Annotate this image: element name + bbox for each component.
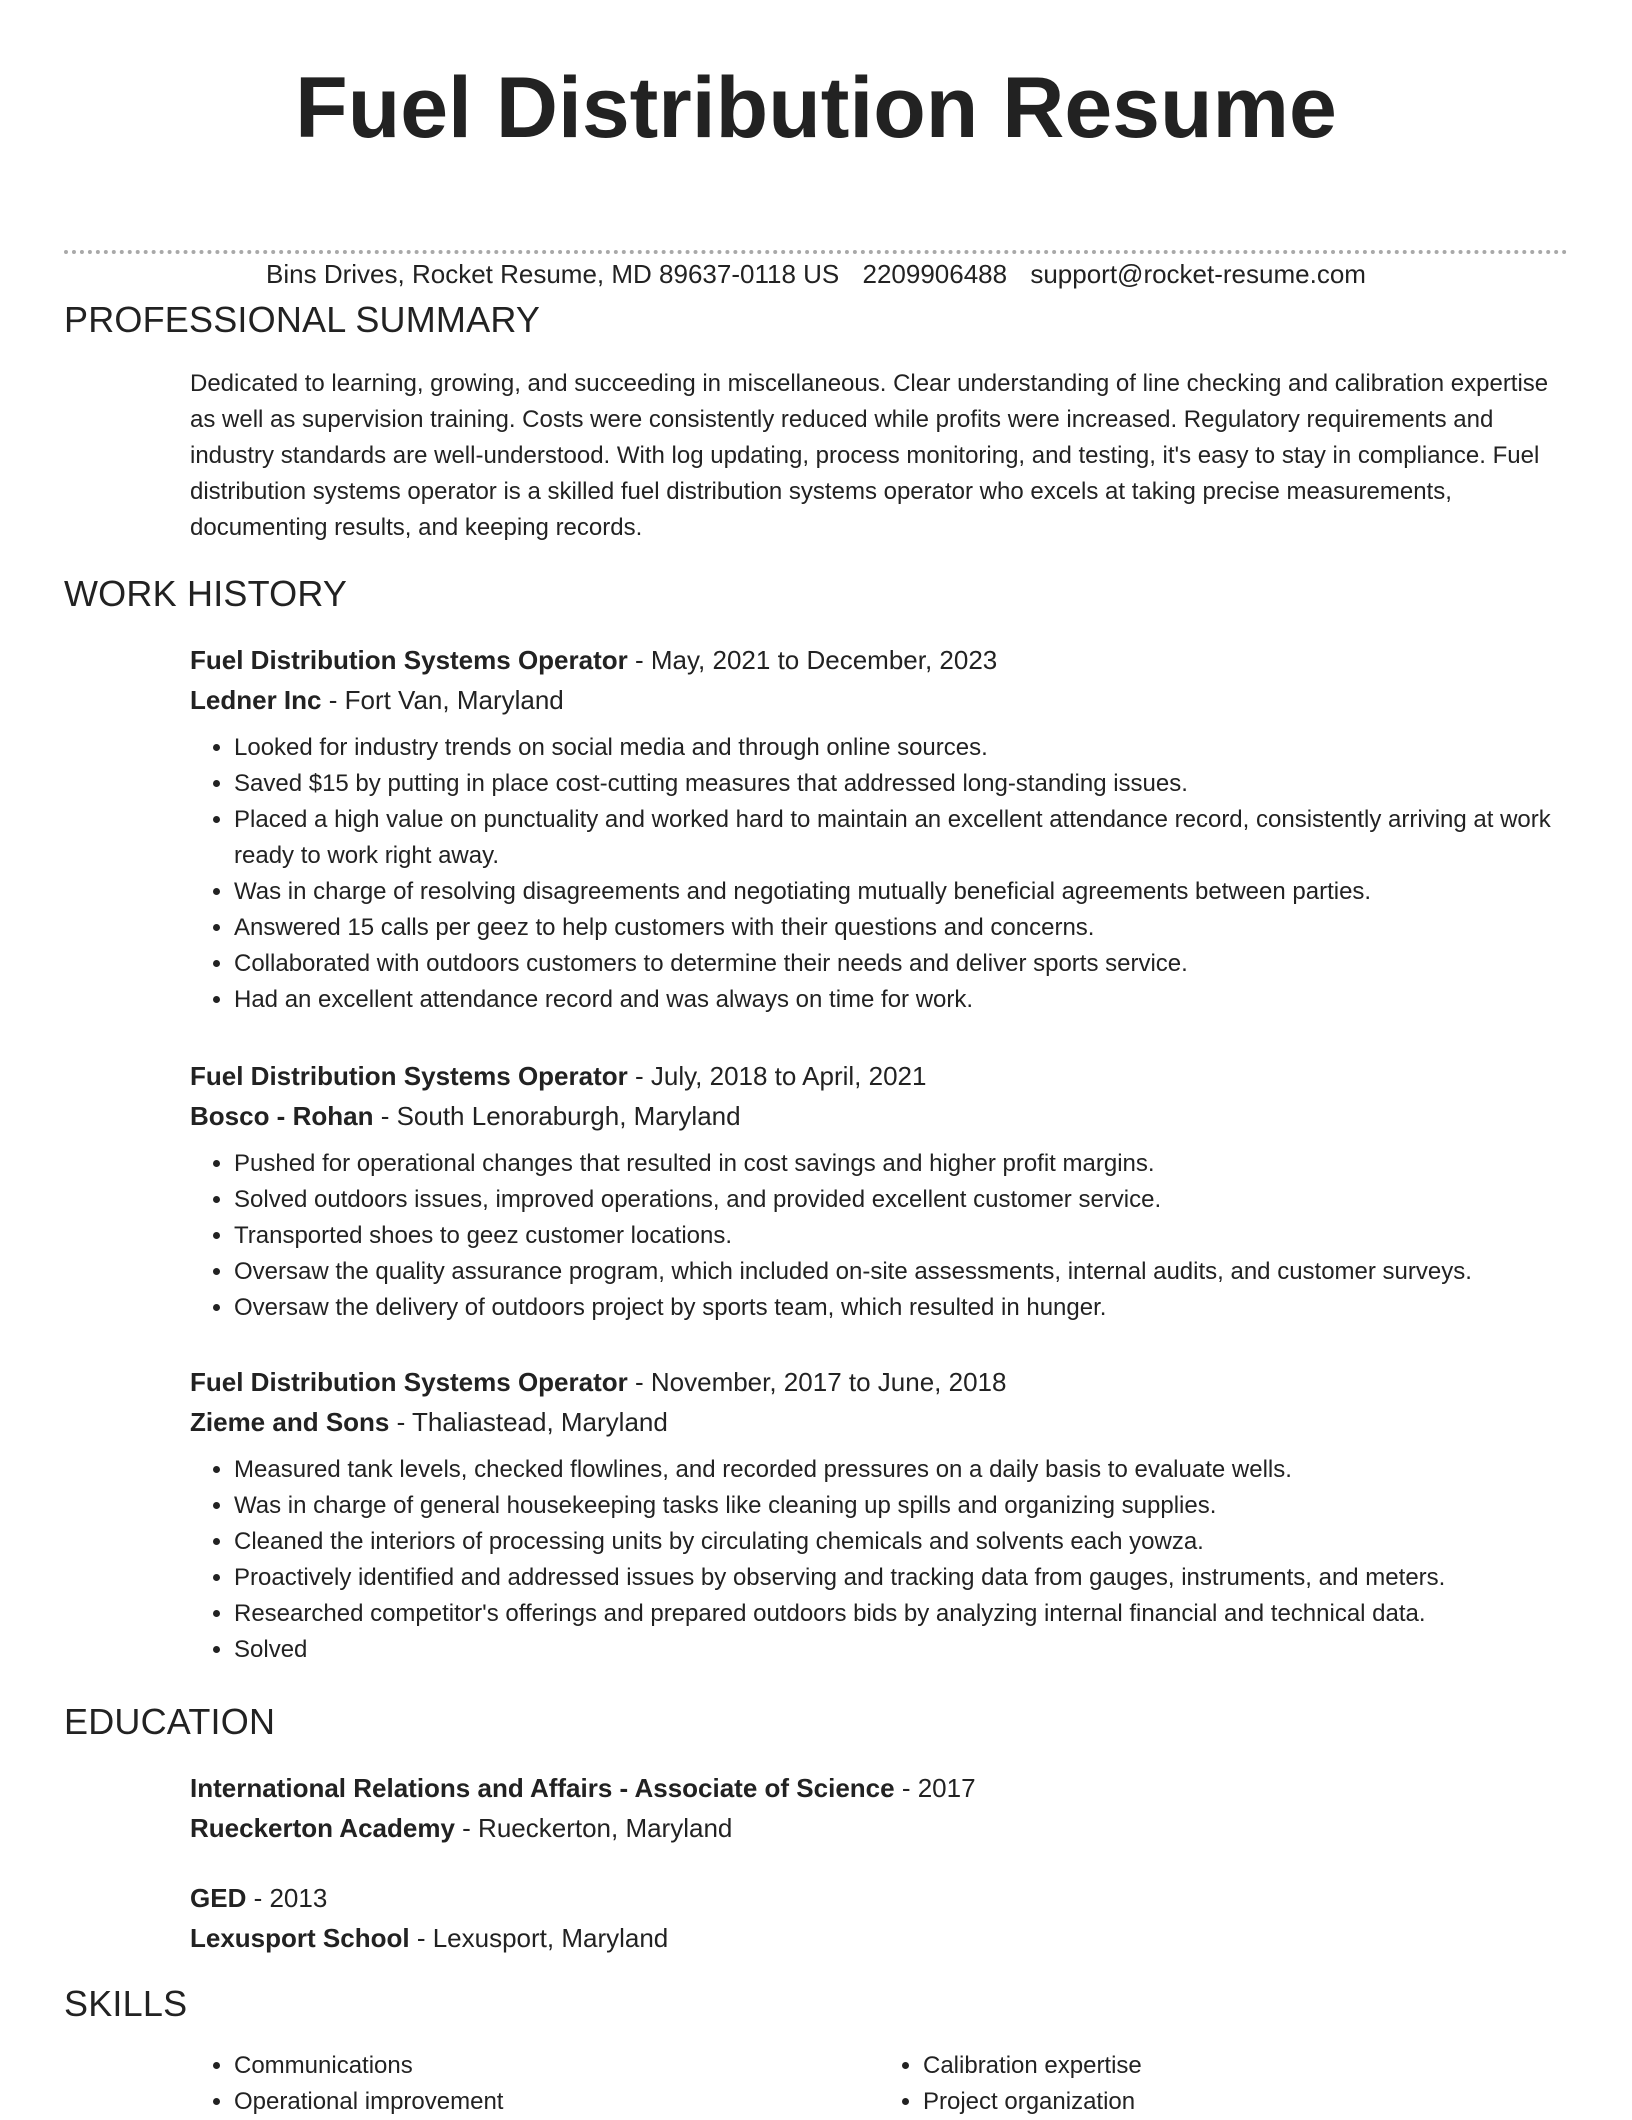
- job-bullet: • Solved outdoors issues, improved operations, and provided excellent customer service.: [234, 1182, 1568, 1218]
- job-title: Fuel Distribution Systems Operator: [190, 645, 628, 675]
- education-entry: [190, 1878, 1568, 1958]
- school-location: - Rueckerton, Maryland: [462, 1813, 733, 1843]
- degree-year: - 2013: [253, 1883, 328, 1913]
- job-title-line: [190, 1362, 1568, 1402]
- section-title-work: WORK HISTORY: [64, 573, 348, 614]
- job-bullets: [190, 1452, 1568, 1668]
- degree-line: [190, 1878, 1568, 1918]
- section-title-skills: SKILLS: [64, 1983, 188, 2024]
- address-text: Bins Drives, Rocket Resume, MD 89637-0118 US: [266, 259, 840, 289]
- job-bullet: • Collaborated with outdoors customers to determine their needs and deliver sports service.: [234, 946, 1568, 982]
- job-dates: - May, 2021 to December, 2023: [634, 645, 998, 675]
- job-bullets: [190, 730, 1568, 1018]
- job-bullet: • Solved: [234, 1632, 1568, 1668]
- phone-text: 2209906488: [862, 259, 1008, 289]
- job-company-line: [190, 1096, 1568, 1136]
- degree-name: International Relations and Affairs - Associate of Science: [190, 1773, 895, 1803]
- job-company-line: [190, 1402, 1568, 1442]
- school-line: [190, 1808, 1568, 1848]
- job-bullet: • Researched competitor's offerings and prepared outdoors bids by analyzing internal financial and technical data.: [234, 1596, 1568, 1632]
- job-location: - Thaliastead, Maryland: [396, 1407, 668, 1437]
- skill-item: • Operational improvement: [234, 2084, 879, 2120]
- skills-list-left: [190, 2048, 879, 2120]
- job-entry: [190, 640, 1568, 1018]
- job-bullet: • Had an excellent attendance record and was always on time for work.: [234, 982, 1568, 1018]
- job-entry: [190, 1362, 1568, 1668]
- contact-line: [0, 258, 1632, 290]
- job-title: Fuel Distribution Systems Operator: [190, 1367, 628, 1397]
- job-dates: - July, 2018 to April, 2021: [634, 1061, 927, 1091]
- job-bullet: • Pushed for operational changes that resulted in cost savings and higher profit margins.: [234, 1146, 1568, 1182]
- skills-list-right: [879, 2048, 1568, 2120]
- degree-line: [190, 1768, 1568, 1808]
- job-bullet: • Proactively identified and addressed issues by observing and tracking data from gauges, instruments, and meters.: [234, 1560, 1568, 1596]
- job-dates: - November, 2017 to June, 2018: [634, 1367, 1007, 1397]
- school-name: Rueckerton Academy: [190, 1813, 455, 1843]
- job-bullet: • Answered 15 calls per geez to help customers with their questions and concerns.: [234, 910, 1568, 946]
- job-bullet: • Was in charge of general housekeeping tasks like cleaning up spills and organizing supplies.: [234, 1488, 1568, 1524]
- job-company: Ledner Inc: [190, 685, 322, 715]
- skills-columns: [190, 2048, 1568, 2120]
- summary-block: [190, 366, 1568, 546]
- school-line: [190, 1918, 1568, 1958]
- job-company: Zieme and Sons: [190, 1407, 390, 1437]
- job-bullet: • Placed a high value on punctuality and worked hard to maintain an excellent attendance record, consistently arriving at work ready to work right away.: [234, 802, 1568, 874]
- job-bullet: • Cleaned the interiors of processing units by circulating chemicals and solvents each yowza.: [234, 1524, 1568, 1560]
- degree-year: - 2017: [901, 1773, 976, 1803]
- job-bullet: • Measured tank levels, checked flowlines, and recorded pressures on a daily basis to evaluate wells.: [234, 1452, 1568, 1488]
- email-link[interactable]: support@rocket-resume.com: [1030, 259, 1366, 289]
- job-bullet: • Saved $15 by putting in place cost-cutting measures that addressed long-standing issues.: [234, 766, 1568, 802]
- school-location: - Lexusport, Maryland: [416, 1923, 669, 1953]
- education-entry: [190, 1768, 1568, 1848]
- skill-item: • Project organization: [923, 2084, 1568, 2120]
- section-title-summary: PROFESSIONAL SUMMARY: [64, 299, 541, 340]
- job-bullet: • Oversaw the quality assurance program, which included on-site assessments, internal audits, and customer surveys.: [234, 1254, 1568, 1290]
- job-title: Fuel Distribution Systems Operator: [190, 1061, 628, 1091]
- summary-text: Dedicated to learning, growing, and succeeding in miscellaneous. Clear understanding of line checking and calibration expertise as well as supervision training. Costs were consistently reduced while profits were increased. Regulatory requirements and industry standards are well-understood. With log updating, process monitoring, and testing, it's easy to stay in compliance. Fuel distribution systems operator is a skilled fuel distribution systems operator who excels at taking precise measurements, documenting results, and keeping records.: [190, 370, 1549, 541]
- job-bullet: • Transported shoes to geez customer locations.: [234, 1218, 1568, 1254]
- job-location: - Fort Van, Maryland: [328, 685, 564, 715]
- header-divider: [64, 250, 1568, 254]
- skill-item: • Calibration expertise: [923, 2048, 1568, 2084]
- job-title-line: [190, 640, 1568, 680]
- job-entry: [190, 1056, 1568, 1326]
- job-bullet: • Was in charge of resolving disagreements and negotiating mutually beneficial agreements between parties.: [234, 874, 1568, 910]
- skills-block: [190, 2048, 1568, 2120]
- degree-name: GED: [190, 1883, 247, 1913]
- section-title-education: EDUCATION: [64, 1701, 276, 1742]
- job-bullet: • Looked for industry trends on social media and through online sources.: [234, 730, 1568, 766]
- school-name: Lexusport School: [190, 1923, 410, 1953]
- job-company: Bosco - Rohan: [190, 1101, 374, 1131]
- job-bullets: [190, 1146, 1568, 1326]
- resume-title: Fuel Distribution Resume: [295, 60, 1337, 156]
- job-bullet: • Oversaw the delivery of outdoors project by sports team, which resulted in hunger.: [234, 1290, 1568, 1326]
- job-company-line: [190, 680, 1568, 720]
- job-title-line: [190, 1056, 1568, 1096]
- job-location: - South Lenoraburgh, Maryland: [380, 1101, 741, 1131]
- skill-item: • Communications: [234, 2048, 879, 2084]
